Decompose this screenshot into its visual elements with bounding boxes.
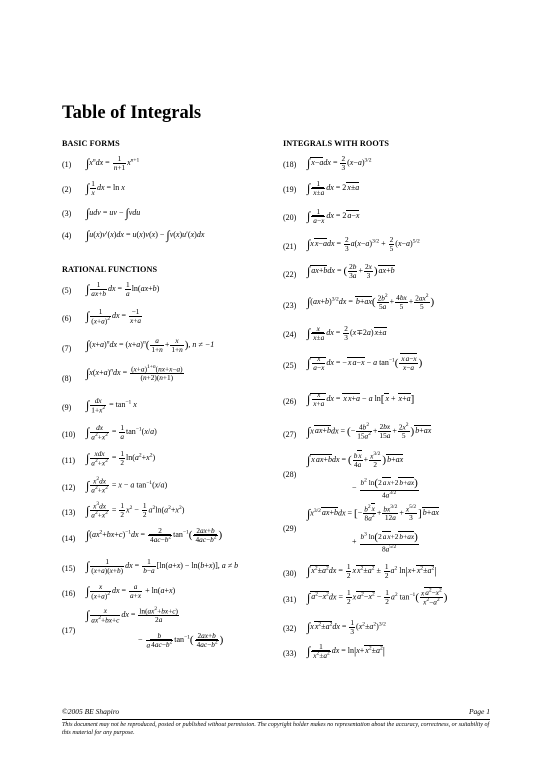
formula-number: (2) (62, 185, 72, 194)
formula-number: (14) (62, 534, 76, 543)
formula-18: ∫x−adx = $\frac{2}{3}$ $(x-a)^{3/2}$ (307, 154, 372, 172)
formula-number: (9) (62, 403, 72, 412)
formula-number: (27) (283, 430, 297, 439)
formula-number: (26) (283, 397, 297, 406)
formula-number: (22) (283, 270, 297, 279)
formula-number: (16) (62, 589, 76, 598)
formula-number: (6) (62, 314, 72, 323)
formula-number: (28) (283, 470, 297, 479)
formula-number: (31) (283, 595, 297, 604)
formula-number: (23) (283, 301, 297, 310)
formula-number: (30) (283, 569, 297, 578)
formula-21: ∫xx−adx = $\frac{2}{3}$ $a(x-a)^{3/2}$ + $\frac{2}{5}$ $(x-a)^{5/2}$ (307, 235, 420, 253)
formula-32: $\int xx^2\pm a^2dx$ = $\frac{1}{3}$ $(x^2\pm a^2)^{3/2}$ (307, 618, 386, 636)
formula-29-line-1: $\int x^{3/2}ax+bdx$ = [− $\frac{b^2x}{8a^2}$ + $\frac{bx^{3/2}}{12a}$ + $\frac{x^{5/2}}{3}$ ]b+ax (307, 504, 439, 523)
formula-29-line-2: + $\frac{b^3 \ln(2ax+2b+ax)}{8a^{5/2}}$ (352, 531, 418, 553)
formula-number: (17) (62, 626, 76, 635)
formula-33: ∫ $\frac{1}{x^2\pm a^2}$ dx = $\ln|x+x^2\pm a^2|$ (307, 642, 385, 661)
formula-31: $\int a^2-x^2dx$ = $\frac{1}{2}$ $xa^2-x^2$ − $\frac{1}{2}$ $a^2$ $\tan^{-1}$( $\frac{xa^2-x^2}{x^2-a^2}$ ) (307, 588, 448, 607)
formula-3: ∫udv = uv − ∫vdu (86, 206, 141, 220)
formula-4: ∫u(x)v′(x)dx = u(x)v(x) − ∫v(x)u′(x)dx (86, 228, 205, 242)
footer-page-number: Page 1 (468, 707, 490, 716)
formula-26: ∫ $\frac{x}{x+a}$ dx = xx+a − a ln[x + x+a] (307, 390, 415, 408)
formula-16: ∫ $\frac{x}{(x+a)^2}$ dx = $\frac{a}{a+x}$ + ln(a+x) (86, 582, 176, 601)
footer-copyright: ©2005 BE Shapiro (62, 707, 120, 716)
formula-8: $\int x(x+a)^ndx$ = $\frac{(x+a)^{1+n}(nx+x-a)}{(n+2)(n+1)}$ (86, 364, 183, 383)
footer-divider (62, 719, 490, 720)
formula-14: $\int(ax^2+bx+c)^{-1}dx$ = $\frac{2}{4ac-b^2}$ $\tan^{-1}$( $\frac{2ax+b}{4ac-b^2}$ ) (86, 526, 223, 545)
formula-number: (21) (283, 242, 297, 251)
formula-number: (7) (62, 344, 72, 353)
formula-number: (32) (283, 624, 297, 633)
formula-number: (8) (62, 374, 72, 383)
formula-13: ∫ $\frac{x^3dx}{a^2+x^2}$ = $\frac{1}{2}$ $x^2$ − $\frac{1}{2}$ $a^2\ln(a^2+x^2)$ (86, 501, 185, 520)
formula-20: ∫ $\frac{1}{a-x}$ dx = 2a−x (307, 207, 360, 225)
section-heading-integrals-with-roots: INTEGRALS WITH ROOTS (283, 139, 390, 148)
formula-6: ∫ $\frac{1}{(x+a)^2}$ dx = $\frac{-1}{x+a}$ (86, 307, 142, 326)
formula-number: (29) (283, 524, 297, 533)
formula-5: ∫ $\frac{1}{ax+b}$ dx = $\frac{1}{a}$ ln(ax+b) (86, 280, 160, 298)
formula-2: ∫ $\frac{1}{x}$ dx = ln x (86, 179, 125, 197)
formula-24: ∫ $\frac{x}{x\pm a}$ dx = $\frac{2}{3}$ (x∓2a)x±a (307, 324, 387, 342)
formula-28-line-1: ∫xax+bdx = ( $\frac{bx}{4a}$ + $\frac{x^{3/2}}{2}$ )b+ax (307, 451, 404, 470)
formula-number: (11) (62, 456, 76, 465)
formula-number: (15) (62, 564, 76, 573)
condition-text: a ≠ b (221, 561, 239, 570)
formula-number: (20) (283, 213, 297, 222)
formula-number: (3) (62, 209, 72, 218)
formula-number: (12) (62, 483, 76, 492)
formula-27: ∫xax+bdx = (− $\frac{4b^2}{15a^2}$ + $\frac{2bx}{15a}$ + $\frac{2x^2}{5}$ )b+ax (307, 422, 432, 441)
page-title: Table of Integrals (62, 103, 202, 123)
section-heading-basic-forms: BASIC FORMS (62, 139, 120, 148)
formula-number: (25) (283, 361, 297, 370)
formula-17-line-1: ∫ $\frac{x}{ax^2+bx+c}$ dx = $\frac{\ln(ax^2+bx+c)}{2a}$ (86, 606, 178, 625)
formula-22: ∫ax+bdx = ( $\frac{2b}{3a}$ + $\frac{2x}{3}$ )ax+b (307, 262, 395, 280)
formula-12: ∫ $\frac{x^2dx}{a^2+x^2}$ = x − a $\tan^{-1}(x/a)$ (86, 476, 168, 495)
section-heading-rational-functions: RATIONAL FUNCTIONS (62, 265, 158, 274)
formula-1: $\int x^ndx$ = $\frac{1}{n+1}$ $x^{n+1}$ (86, 154, 140, 172)
formula-17-line-2: − $\frac{b}{a4ac-b^2}$ $\tan^{-1}$( $\frac{2ax+b}{4ac-b^2}$ ) (138, 631, 224, 650)
formula-7: $\int(x+a)^ndx = (x+a)^n$( $\frac{a}{1+n}$ + $\frac{x}{1+n}$ ), n ≠ −1 (86, 336, 215, 354)
formula-25: ∫ $\frac{x}{a-x}$ dx = −xa−x − a $\tan^{-1}$( $\frac{xa-x}{x-a}$ ) (307, 354, 423, 372)
formula-number: (18) (283, 160, 297, 169)
footer-disclaimer: This document may not be reproduced, posted or published without permission. The copyright holder makes no representation about the accuracy, correctness, or suitability of this material for any purpose. (62, 722, 490, 736)
formula-28-line-2: − $\frac{b^2 \ln(2ax+2b+ax)}{4a^{3/2}}$ (352, 477, 418, 499)
formula-number: (19) (283, 185, 297, 194)
formula-23: $\int(ax+b)^{3/2}dx = b+ax$( $\frac{2b^2}{5a}$ + $\frac{4bx}{5}$ + $\frac{2ax^2}{5}$ ) (307, 293, 435, 312)
formula-number: (1) (62, 160, 72, 169)
condition-text: n ≠ −1 (192, 340, 215, 349)
formula-19: ∫ $\frac{1}{x\pm a}$ dx = 2x±a (307, 179, 360, 197)
formula-number: (10) (62, 430, 76, 439)
formula-number: (33) (283, 649, 297, 658)
formula-11: ∫ xdx $a^2+x^2$ = $\frac{1}{2}$ $\ln(a^2+x^2)$ (86, 449, 156, 468)
formula-number: (4) (62, 231, 72, 240)
formula-30: $\int x^2\pm a^2dx$ = $\frac{1}{2}$ $xx^2\pm a^2$ ± $\frac{1}{2}$ $a^2$ $\ln|x+x^2\pm a^2|$ (307, 562, 437, 580)
formula-9: ∫ $\frac{dx}{1+x^2}$ = $\tan^{-1} x$ (86, 396, 137, 415)
formula-number: (13) (62, 508, 76, 517)
formula-10: ∫ $\frac{dx}{a^2+x^2}$ = $\frac{1}{a}$ $\tan^{-1}(x/a)$ (86, 423, 157, 442)
formula-15: ∫ $\frac{1}{(x+a)(x+b)}$ dx = $\frac{1}{b-a}$ [ln(a+x) − ln(b+x)], a ≠ b (86, 557, 239, 575)
formula-number: (24) (283, 330, 297, 339)
formula-number: (5) (62, 286, 72, 295)
